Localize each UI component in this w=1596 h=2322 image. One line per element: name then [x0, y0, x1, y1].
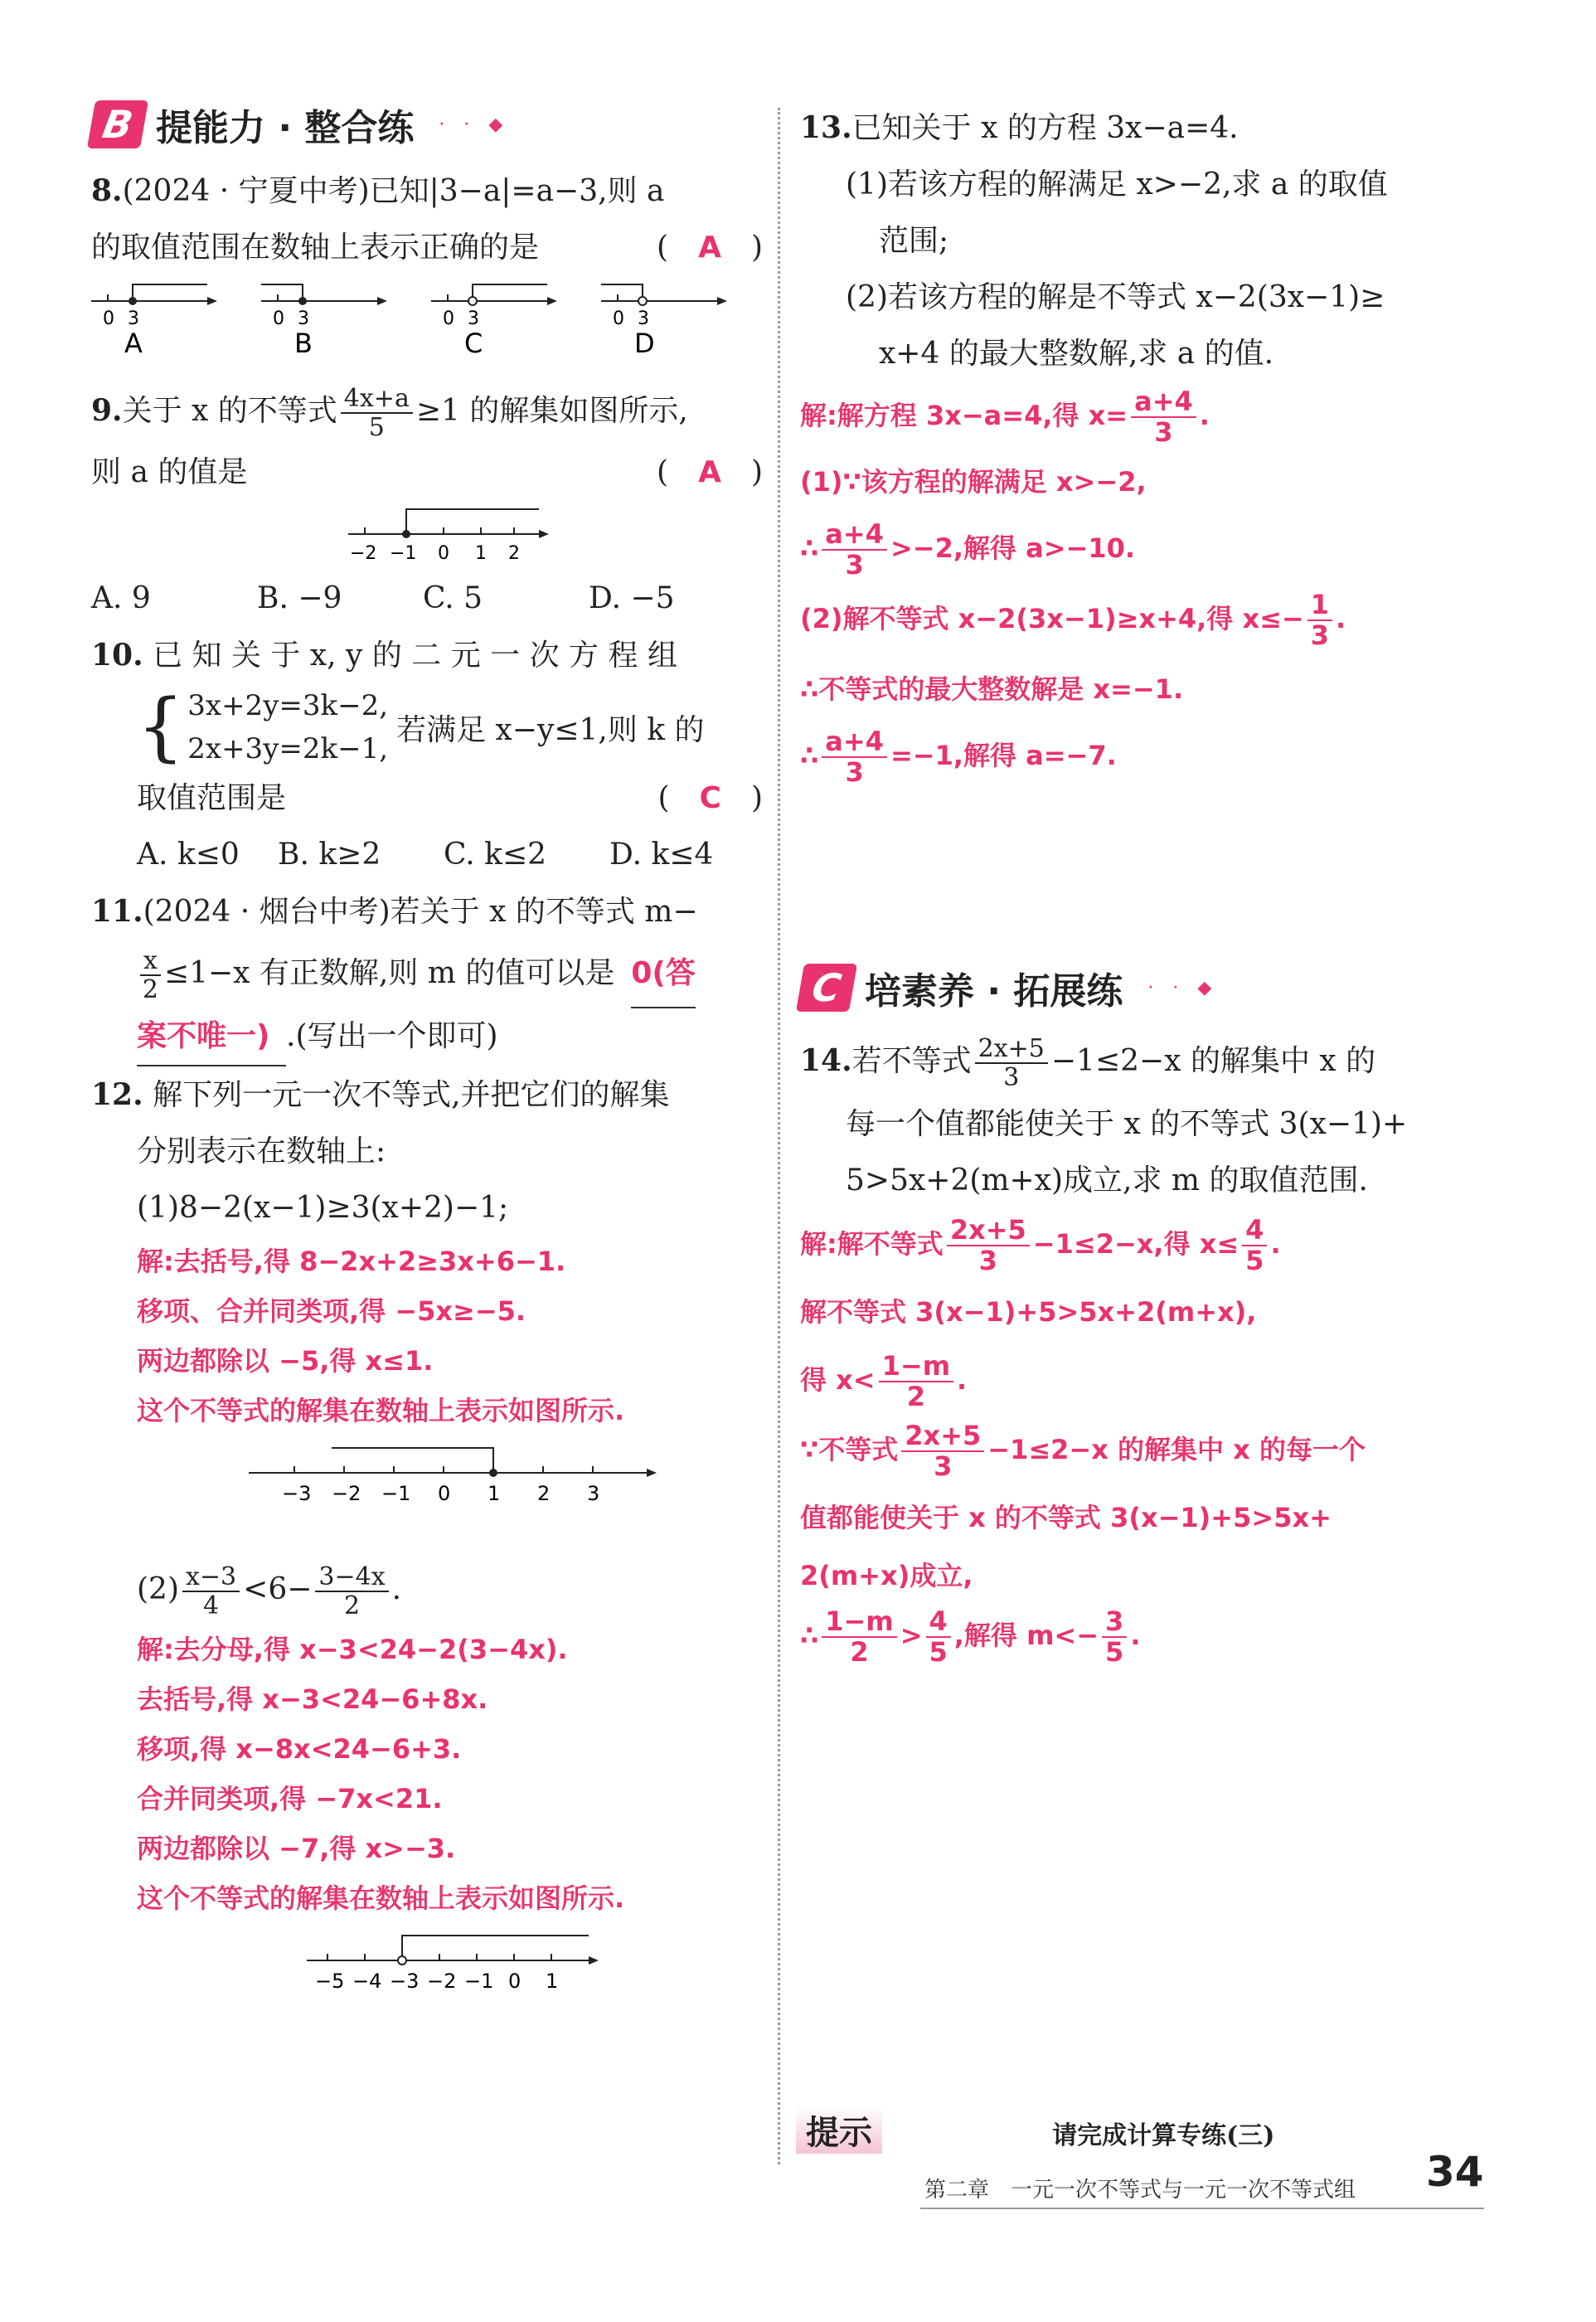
- choice: D. k≤4: [609, 838, 714, 872]
- axis-label: 1: [475, 543, 487, 564]
- axis-label: −1: [390, 543, 417, 564]
- question-14: [800, 1026, 1480, 1670]
- text: .: [1130, 1620, 1141, 1651]
- denominator: 2: [142, 975, 158, 1004]
- numerator: 4: [1242, 1216, 1267, 1246]
- axis-label: 2: [537, 1482, 551, 1505]
- tick-label: 3: [128, 308, 139, 329]
- denominator: 2: [906, 1381, 925, 1412]
- axis-label: −3: [282, 1482, 312, 1505]
- axis-label: −3: [390, 1970, 420, 1993]
- q14-line2: 每一个值都能使关于 x 的不等式 3(x−1)+: [846, 1107, 1408, 1141]
- numerator: 3−4x: [315, 1563, 388, 1592]
- numerator: 4x+a: [341, 385, 413, 414]
- solution-line: (1)∵该方程的解满足 x>−2,: [800, 466, 1147, 498]
- q9-fraction: [341, 385, 413, 441]
- text: −1≤2−x 的解集中 x 的每一个: [987, 1434, 1366, 1465]
- section-c-badge: C: [796, 964, 857, 1012]
- numerator: 1−m: [822, 1607, 896, 1638]
- text: .: [1335, 603, 1346, 634]
- solution-line: 解:去括号,得 8−2x+2≥3x+6−1.: [137, 1246, 566, 1277]
- fraction: [879, 1349, 953, 1412]
- fraction: [926, 1607, 951, 1667]
- text: .: [957, 1364, 968, 1396]
- q10-line3: 取值范围是: [137, 781, 287, 815]
- section-c-header: [800, 955, 1480, 1021]
- denominator: 2: [850, 1636, 869, 1668]
- answer: A: [698, 455, 721, 489]
- section-b-title: 提能力 · 整合练: [156, 107, 415, 149]
- question-number: 14.: [800, 1043, 852, 1078]
- axis-label: −1: [381, 1482, 411, 1505]
- solution-line: ∴不等式的最大整数解是 x=−1.: [800, 673, 1184, 705]
- text: 解:解方程 3x−a=4,得 x=: [800, 400, 1128, 431]
- text: ,解得 m<−: [953, 1620, 1099, 1651]
- section-b-header: [91, 91, 763, 158]
- denominator: 3: [934, 1450, 953, 1482]
- q11-tail: .(写出一个即可): [286, 1019, 498, 1053]
- q13-part2a: (2)若该方程的解是不等式 x−2(3x−1)≥: [846, 280, 1385, 314]
- axis-label: −4: [352, 1970, 382, 1993]
- page-number: 34: [1426, 2148, 1484, 2196]
- q14-text-b: −1≤2−x 的解集中 x 的: [1050, 1044, 1376, 1078]
- text: >−2,解得 a>−10.: [890, 532, 1136, 564]
- q9-number-line: [91, 501, 763, 567]
- solution-line: [800, 1209, 1480, 1279]
- axis-label: 0: [438, 1482, 451, 1505]
- text: ∴: [800, 532, 819, 564]
- solution-line: [800, 382, 1480, 449]
- solution-line: 移项、合并同类项,得 −5x≥−5.: [137, 1295, 526, 1327]
- tick-label: 3: [638, 308, 649, 329]
- equation-1: 3x+2y=3k−2,: [187, 689, 389, 722]
- question-number: 12.: [91, 1077, 143, 1112]
- q14-text-a: 若不等式: [851, 1044, 972, 1078]
- question-number: 11.: [91, 894, 143, 929]
- question-number: 9.: [91, 393, 123, 428]
- q11-line1: (2024 · 烟台中考)若关于 x 的不等式 m−: [143, 895, 698, 929]
- denominator: 5: [1245, 1245, 1264, 1276]
- option-label: C: [464, 328, 483, 359]
- section-c-title: 培素养 · 拓展练: [865, 970, 1123, 1013]
- question-number: 13.: [800, 110, 852, 145]
- denominator: 5: [929, 1636, 948, 1668]
- answer-blank: 0(答: [631, 940, 696, 1008]
- solution-line: 两边都除以 −5,得 x≤1.: [137, 1345, 434, 1377]
- numerator: 2x+5: [947, 1216, 1030, 1246]
- choice: B. k≥2: [278, 838, 381, 872]
- fraction: [1131, 387, 1196, 447]
- solution-line: 值都能使关于 x 的不等式 3(x−1)+5>5x+: [800, 1502, 1332, 1533]
- column-divider: [778, 108, 780, 2164]
- denominator: 5: [368, 413, 385, 442]
- left-column: [91, 91, 763, 2001]
- question-9: [91, 377, 763, 627]
- question-11: [91, 883, 763, 1066]
- solution-line: [800, 1345, 1480, 1415]
- q14-line3: 5>5x+2(m+x)成立,求 m 的取值范围.: [846, 1163, 1368, 1197]
- denominator: 5: [1105, 1636, 1124, 1668]
- denominator: 3: [845, 756, 864, 788]
- option-d-line: [601, 284, 727, 359]
- text: ∴: [800, 740, 819, 771]
- solution-line: [800, 722, 1480, 789]
- axis-label: −2: [427, 1970, 457, 1993]
- tick-label: 0: [273, 308, 284, 329]
- fraction: [1102, 1607, 1127, 1667]
- answer-paren: ( A ): [657, 231, 763, 265]
- q12-part1: (1)8−2(x−1)≥3(x+2)−1;: [137, 1191, 509, 1225]
- brace-icon: {: [137, 683, 185, 770]
- section-b-badge: B: [87, 100, 148, 148]
- numerator: a+4: [822, 520, 887, 551]
- option-c-line: [431, 284, 557, 359]
- q12-part2-prefix: (2): [137, 1572, 179, 1606]
- fraction: [901, 1421, 984, 1481]
- numerator: x−3: [182, 1563, 240, 1592]
- q10-condition: 若满足 x−y≤1,则 k 的: [396, 712, 705, 747]
- axis-label: −5: [315, 1970, 345, 1993]
- text: 解:解不等式: [800, 1228, 944, 1260]
- decorative-dots-icon: · · ◆: [1147, 977, 1219, 998]
- q11-fraction: [140, 947, 161, 1003]
- solution-line: 移项,得 x−8x<24−6+3.: [137, 1733, 462, 1765]
- option-b-line: [261, 284, 387, 359]
- q12-part2-mid: <6−: [243, 1572, 313, 1606]
- text: ∵不等式: [800, 1434, 899, 1465]
- chapter-title: 第二章 一元一次不等式与一元一次不等式组: [924, 2178, 1356, 2203]
- q13-part1b: 范围;: [879, 224, 949, 258]
- numerator: 4: [926, 1607, 951, 1638]
- q12-line1: 解下列一元一次不等式,并把它们的解集: [153, 1078, 670, 1112]
- solution-line: 这个不等式的解集在数轴上表示如图所示.: [137, 1395, 625, 1426]
- q13-line1: 已知关于 x 的方程 3x−a=4.: [851, 111, 1239, 145]
- q9-text-b: ≥1 的解集如图所示,: [415, 394, 688, 428]
- fraction: [822, 727, 887, 787]
- solution-line: 解不等式 3(x−1)+5>5x+2(m+x),: [800, 1296, 1257, 1328]
- fraction: [947, 1213, 1030, 1276]
- bottom-rule: [920, 2208, 1484, 2209]
- solution-line: [800, 1601, 1480, 1670]
- numerator: 2x+5: [975, 1035, 1048, 1064]
- text: (2)解不等式 x−2(3x−1)≥x+4,得 x≤−: [800, 603, 1304, 634]
- numerator: a+4: [822, 727, 887, 758]
- solution-line: 这个不等式的解集在数轴上表示如图所示.: [137, 1882, 625, 1914]
- axis-label: −2: [332, 1482, 361, 1505]
- question-12: [91, 1066, 763, 2001]
- choice: D. −5: [589, 581, 675, 615]
- denominator: 3: [978, 1245, 997, 1276]
- solution-line: [800, 1415, 1480, 1484]
- answer-paren: ( A ): [657, 455, 763, 489]
- q9-line2: 则 a 的值是: [91, 455, 248, 489]
- text: −1≤2−x,得 x≤: [1032, 1228, 1239, 1260]
- q13-part1a: (1)若该方程的解满足 x>−2,求 a 的取值: [846, 168, 1388, 202]
- decorative-dots-icon: · · ◆: [439, 114, 510, 135]
- numerator: 2x+5: [901, 1421, 984, 1452]
- option-label: B: [294, 328, 313, 359]
- option-label: A: [124, 328, 143, 359]
- q9-text-a: 关于 x 的不等式: [122, 394, 337, 428]
- question-13: [800, 100, 1480, 789]
- tick-label: 0: [613, 308, 624, 329]
- text: >: [900, 1620, 923, 1651]
- solution-line: 合并同类项,得 −7x<21.: [137, 1783, 443, 1814]
- tick-label: 0: [103, 308, 114, 329]
- answer-paren: ( C ): [657, 781, 763, 815]
- option-a-line: [91, 284, 217, 359]
- solution-line: 2(m+x)成立,: [800, 1560, 973, 1591]
- solution-line: 两边都除以 −7,得 x>−3.: [137, 1833, 456, 1864]
- q8-line1: (2024 · 宁夏中考)已知|3−a|=a−3,则 a: [122, 174, 665, 208]
- q12-number-line-1: [91, 1435, 763, 1510]
- text: =−1,解得 a=−7.: [890, 740, 1117, 771]
- answer-blank-cont: 案不唯一): [137, 1008, 286, 1066]
- question-number: 10.: [91, 638, 143, 673]
- denominator: 2: [343, 1591, 361, 1620]
- tick-label: 3: [468, 308, 479, 329]
- fraction: [1242, 1213, 1267, 1276]
- q11-line2: ≤1−x 有正数解,则 m 的值可以是: [163, 956, 615, 990]
- axis-label: 0: [508, 1970, 521, 1993]
- q12-line2: 分别表示在数轴上:: [137, 1134, 386, 1168]
- axis-label: 2: [508, 543, 520, 564]
- choice: C. 5: [423, 581, 483, 615]
- numerator: 1−m: [879, 1352, 953, 1382]
- text: .: [1199, 400, 1210, 431]
- answer: A: [698, 231, 721, 265]
- axis-label: 3: [587, 1482, 600, 1505]
- question-8: [91, 163, 763, 362]
- option-label: D: [634, 328, 655, 359]
- choice: B. −9: [257, 581, 342, 615]
- choice: A. 9: [91, 581, 151, 615]
- tip-text: 请完成计算专练(三): [1052, 2121, 1275, 2150]
- solution-line: [800, 581, 1480, 656]
- question-10: [91, 627, 763, 883]
- question-number: 8.: [91, 173, 123, 208]
- q10-system: [137, 684, 763, 770]
- q10-line1: 已 知 关 于 x, y 的 二 元 一 次 方 程 组: [153, 639, 677, 673]
- denominator: 3: [1310, 619, 1329, 651]
- fraction: [822, 517, 887, 580]
- axis-label: −2: [350, 543, 377, 564]
- denominator: 3: [1154, 416, 1173, 448]
- tip-label: 提示: [796, 2106, 882, 2154]
- fraction: [822, 1607, 896, 1667]
- choice: A. k≤0: [137, 838, 240, 872]
- choice: C. k≤2: [444, 838, 547, 872]
- fraction: [182, 1563, 240, 1620]
- denominator: 3: [1003, 1063, 1020, 1092]
- solution-line: 去括号,得 x−3<24−6+8x.: [137, 1683, 488, 1715]
- q12-number-line-2: [91, 1923, 763, 1998]
- fraction: [975, 1035, 1048, 1091]
- q8-line2: 的取值范围在数轴上表示正确的是: [91, 231, 540, 265]
- q8-number-lines: [91, 276, 763, 359]
- axis-label: 1: [546, 1970, 559, 1993]
- numerator: x: [140, 947, 161, 976]
- axis-label: 0: [438, 543, 449, 564]
- equation-2: 2x+3y=2k−1,: [187, 732, 389, 765]
- fraction: [1307, 590, 1332, 650]
- fraction: [315, 1563, 388, 1620]
- denominator: 4: [203, 1591, 220, 1620]
- tick-label: 0: [443, 308, 454, 329]
- q12-part2-end: .: [391, 1572, 402, 1606]
- tip-bar: [796, 2106, 1484, 2154]
- axis-label: 1: [488, 1482, 501, 1505]
- solution-line: 解:去分母,得 x−3<24−2(3−4x).: [137, 1634, 568, 1665]
- q13-part2b: x+4 的最大整数解,求 a 的值.: [879, 337, 1274, 371]
- numerator: 3: [1102, 1607, 1127, 1638]
- right-column: [800, 100, 1480, 1670]
- tick-label: 3: [298, 308, 309, 329]
- text: 得 x<: [800, 1364, 876, 1396]
- solution-line: [800, 515, 1480, 581]
- answer: C: [699, 781, 721, 815]
- denominator: 3: [845, 549, 864, 580]
- axis-label: −1: [464, 1970, 494, 1993]
- text: .: [1270, 1228, 1281, 1260]
- text: ∴: [800, 1620, 819, 1651]
- numerator: a+4: [1131, 387, 1196, 418]
- numerator: 1: [1307, 590, 1332, 621]
